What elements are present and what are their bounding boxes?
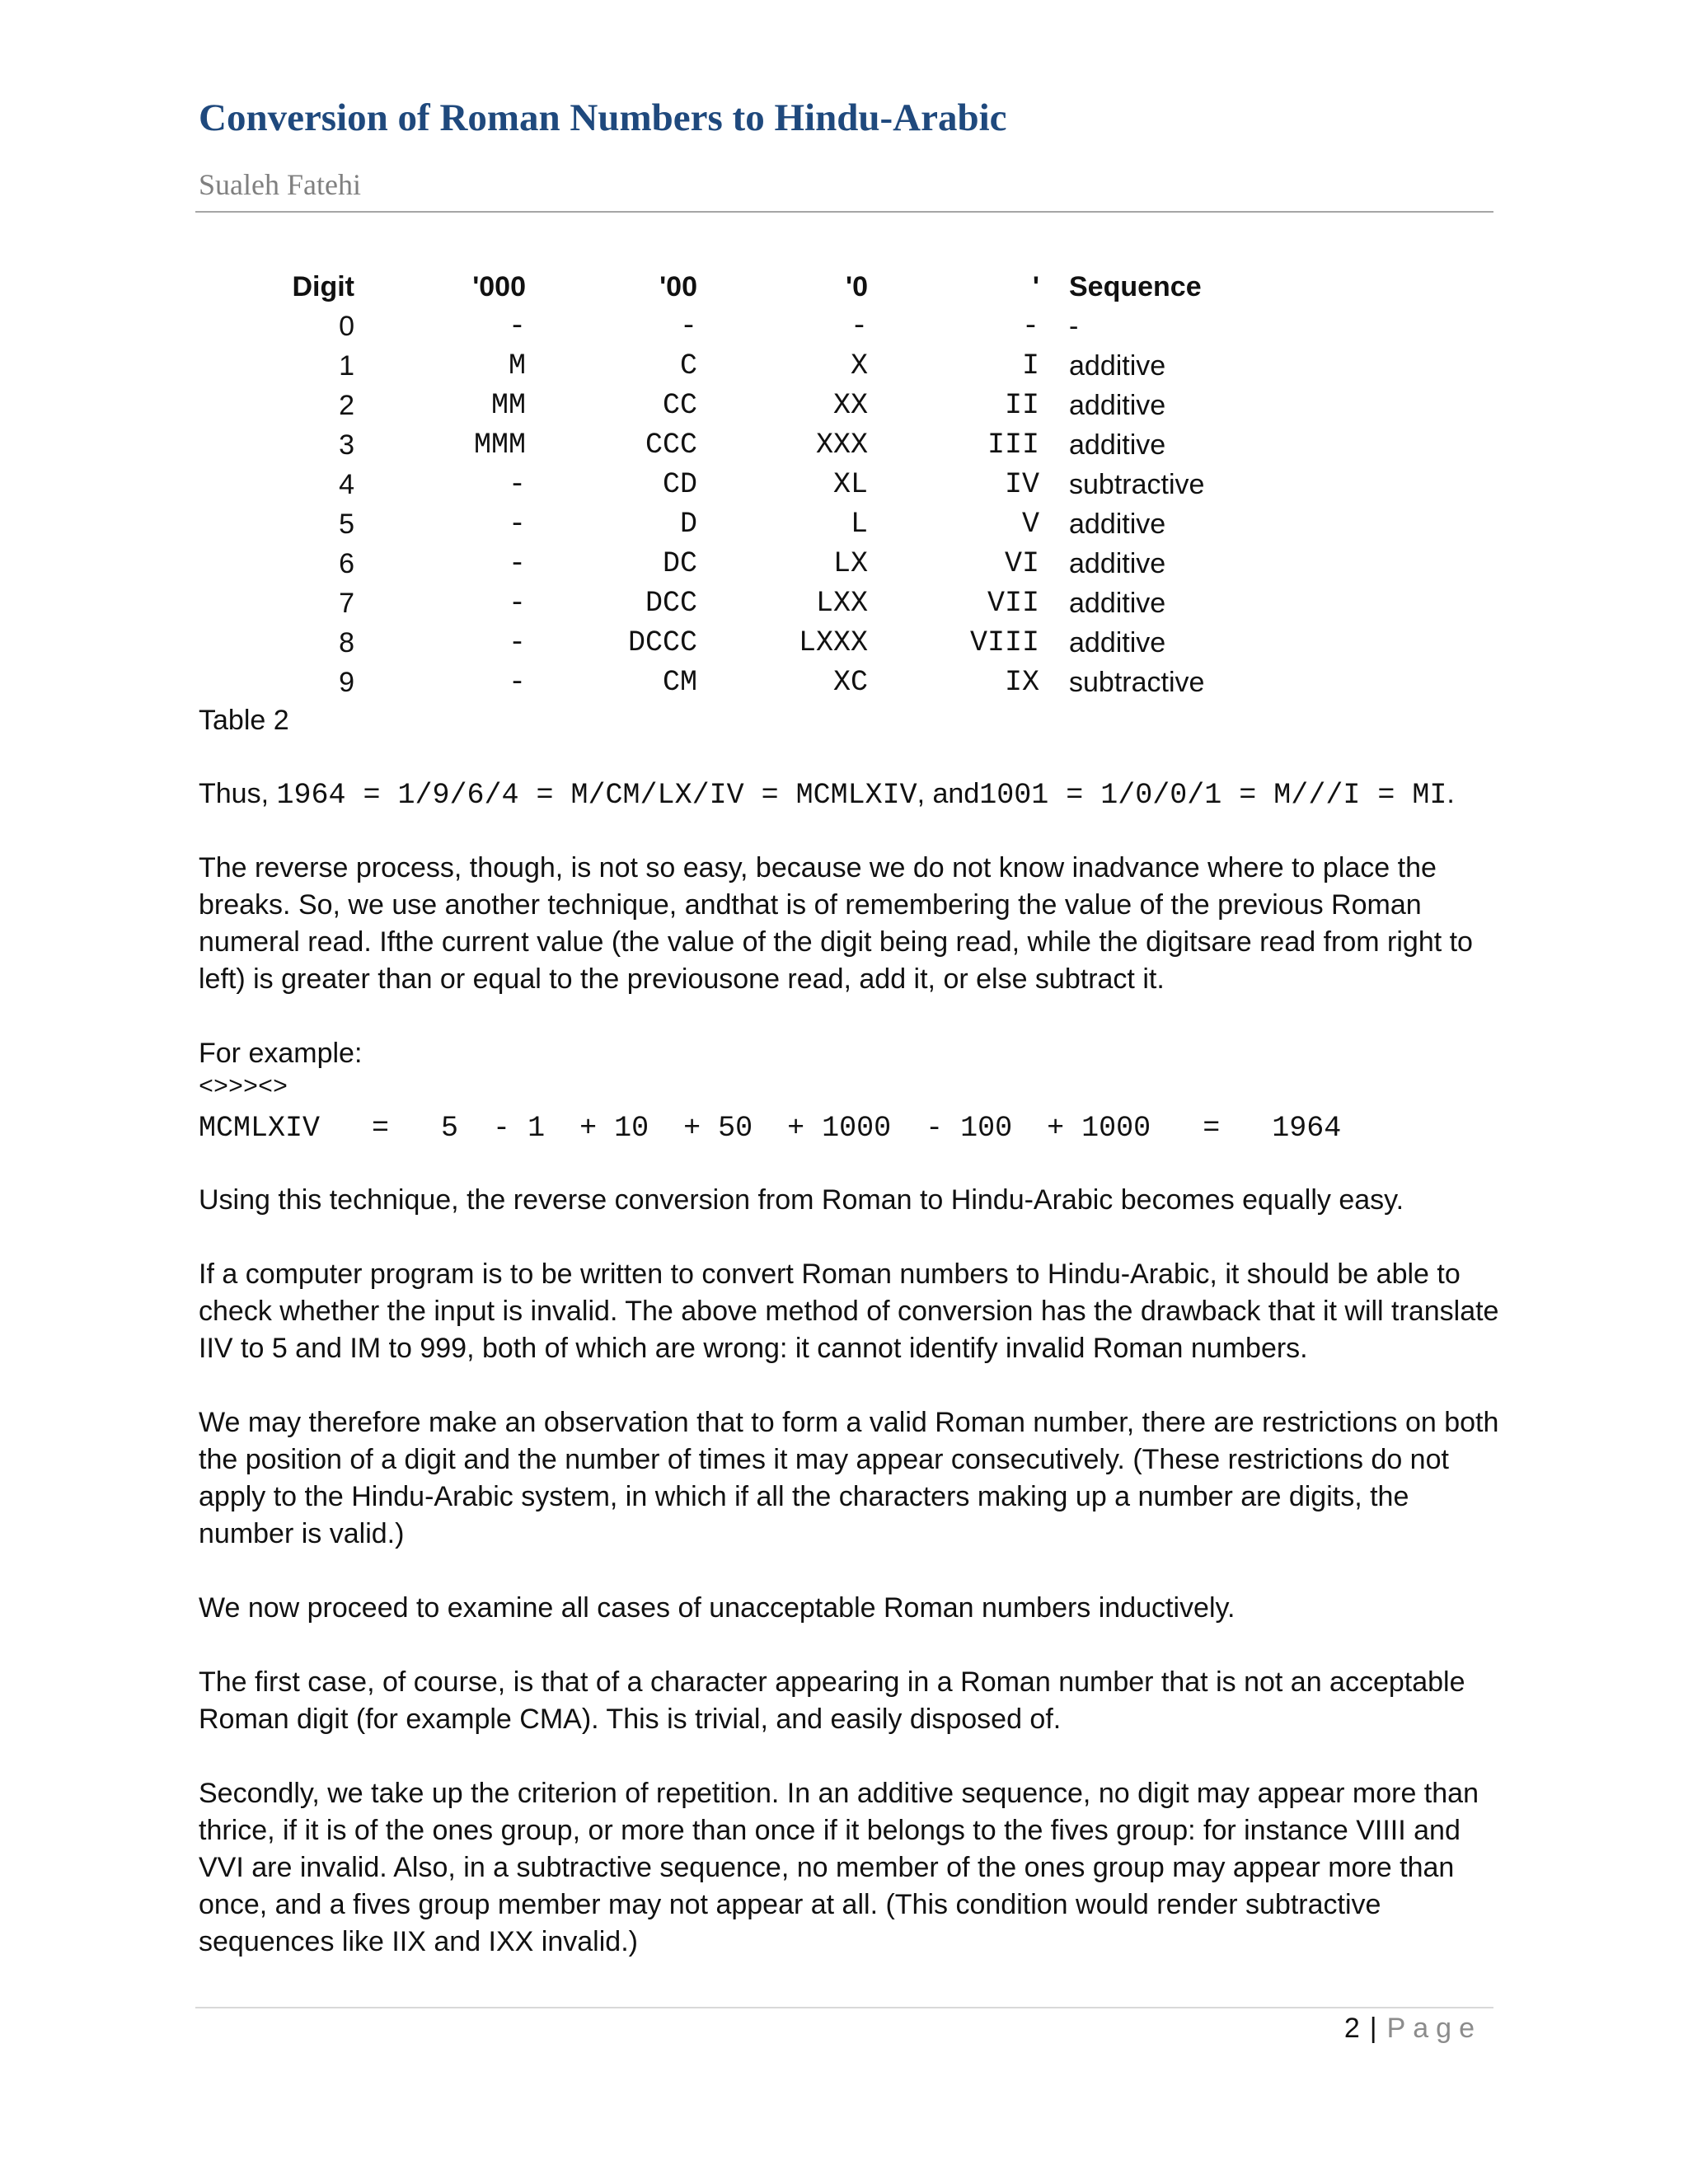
- table-header-digit: Digit: [292, 271, 354, 302]
- page-label: Page: [1386, 2013, 1482, 2044]
- cell-ones: VIII: [969, 626, 1039, 659]
- thus-prefix: Thus,: [199, 778, 277, 809]
- table-header-row: [199, 267, 1270, 307]
- cell-tens: XXX: [815, 429, 868, 462]
- cell-tens: XL: [832, 468, 868, 501]
- cell-digit: 1: [339, 350, 354, 382]
- cell-thousands: -: [508, 468, 526, 501]
- cell-hundreds: CD: [662, 468, 697, 501]
- header-divider: [195, 211, 1493, 213]
- cell-thousands: -: [508, 508, 526, 541]
- cell-hundreds: C: [679, 349, 697, 382]
- page-separator: |: [1369, 2013, 1377, 2044]
- table-header-hundreds: '00: [659, 271, 697, 302]
- cell-thousands: -: [508, 626, 526, 659]
- paragraph-proceed: We now proceed to examine all cases of unacceptable Roman numbers inductively.: [199, 1592, 1236, 1624]
- table-row: [199, 663, 1270, 702]
- table-caption: Table 2: [199, 705, 289, 736]
- thus-suffix: .: [1447, 778, 1455, 809]
- table-row: [199, 346, 1270, 386]
- cell-hundreds: D: [679, 508, 697, 541]
- cell-thousands: -: [508, 547, 526, 580]
- table-header-thousands: '000: [472, 271, 526, 302]
- table-row: [199, 504, 1270, 544]
- cell-sequence: additive: [1069, 429, 1166, 461]
- cell-tens: LXX: [815, 587, 868, 620]
- cell-digit: 2: [339, 390, 354, 421]
- cell-hundreds: CM: [662, 666, 697, 699]
- footer-divider: [195, 2007, 1493, 2008]
- paragraph-observation: We may therefore make an observation that to form a valid Roman number, there are restrictions on both the position of a digit and the number of times it may appear consecutively. (These restrictions do not apply to the Hindu-Arabic system, in which if all the characters making up a number are digits, the number is valid.): [199, 1407, 1499, 1549]
- paragraph-secondly: Secondly, we take up the criterion of repetition. In an additive sequence, no digit may appear more than thrice, if it is of the ones group, or more than once if it belongs to the fives group: for instance VIIII and VVI are invalid. Also, in a subtractive sequence, no member of the ones group may appear more than once, and a fives group member may not appear at all. (This condition would render subtractive sequences like IIX and IXX invalid.): [199, 1778, 1479, 1957]
- cell-ones: VII: [987, 587, 1039, 620]
- cell-ones: V: [1021, 508, 1039, 541]
- cell-ones: II: [1004, 389, 1039, 422]
- cell-thousands: -: [508, 310, 526, 343]
- thus-middle: , and: [917, 778, 980, 809]
- cell-ones: IX: [1004, 666, 1039, 699]
- thus-expression-1964: 1964 = 1/9/6/4 = M/CM/LX/IV = MCMLXIV: [276, 779, 917, 812]
- cell-tens: X: [850, 349, 868, 382]
- cell-thousands: MM: [490, 389, 526, 422]
- table-row: [199, 623, 1270, 663]
- cell-tens: LX: [832, 547, 868, 580]
- table-row: [199, 583, 1270, 623]
- table-row: [199, 307, 1270, 346]
- table-row: [199, 465, 1270, 504]
- document-author: Sualeh Fatehi: [199, 168, 361, 201]
- cell-hundreds: -: [679, 310, 697, 343]
- cell-digit: 5: [339, 509, 354, 540]
- table-header-sequence: Sequence: [1069, 271, 1202, 302]
- table-header-tens: '0: [846, 271, 868, 302]
- cell-thousands: MMM: [473, 429, 526, 462]
- cell-sequence: subtractive: [1069, 667, 1205, 698]
- table-header-ones: ': [1032, 271, 1039, 302]
- cell-hundreds: DC: [662, 547, 697, 580]
- example-equation: MCMLXIV = 5 - 1 + 10 + 50 + 1000 - 100 + 1000 = 1964: [199, 1112, 1342, 1145]
- paragraph-first-case: The first case, of course, is that of a character appearing in a Roman number that is not an acceptable Roman digit (for example CMA). This is trivial, and easily disposed of.: [199, 1666, 1465, 1735]
- cell-sequence: additive: [1069, 509, 1166, 540]
- paragraph-for-example: For example:: [199, 1038, 363, 1069]
- cell-sequence: additive: [1069, 390, 1166, 421]
- cell-thousands: -: [508, 666, 526, 699]
- cell-thousands: M: [508, 349, 526, 382]
- cell-tens: -: [850, 310, 868, 343]
- comparison-arrows: <>>><>: [199, 1074, 288, 1102]
- cell-ones: I: [1021, 349, 1039, 382]
- cell-tens: LXXX: [798, 626, 868, 659]
- cell-sequence: subtractive: [1069, 469, 1205, 500]
- table-row: [199, 544, 1270, 583]
- roman-numeral-table: [199, 267, 1270, 712]
- cell-digit: 3: [339, 429, 354, 461]
- table-row: [199, 386, 1270, 425]
- cell-tens: XC: [832, 666, 868, 699]
- cell-tens: L: [850, 508, 868, 541]
- thus-example-line: [199, 776, 1501, 814]
- cell-ones: IV: [1004, 468, 1039, 501]
- cell-sequence: additive: [1069, 588, 1166, 619]
- cell-tens: XX: [832, 389, 868, 422]
- document-title: Conversion of Roman Numbers to Hindu-Arabic: [199, 96, 1007, 139]
- cell-ones: III: [987, 429, 1039, 462]
- cell-hundreds: DCCC: [627, 626, 697, 659]
- cell-hundreds: CC: [662, 389, 697, 422]
- page-footer: [1344, 2013, 1482, 2045]
- cell-digit: 9: [339, 667, 354, 698]
- cell-digit: 6: [339, 548, 354, 579]
- cell-digit: 7: [339, 588, 354, 619]
- cell-sequence: additive: [1069, 548, 1166, 579]
- cell-sequence: additive: [1069, 350, 1166, 382]
- cell-ones: -: [1021, 310, 1039, 343]
- cell-sequence: -: [1069, 311, 1079, 342]
- cell-hundreds: CCC: [645, 429, 697, 462]
- paragraph-technique: Using this technique, the reverse conversion from Roman to Hindu-Arabic becomes equally easy.: [199, 1184, 1404, 1216]
- thus-expression-1001: 1001 = 1/0/0/1 = M///I = MI: [979, 779, 1447, 812]
- cell-ones: VI: [1004, 547, 1039, 580]
- cell-hundreds: DCC: [645, 587, 697, 620]
- page-number: 2: [1343, 2013, 1360, 2044]
- cell-thousands: -: [508, 587, 526, 620]
- cell-digit: 0: [339, 311, 354, 342]
- cell-sequence: additive: [1069, 627, 1166, 658]
- paragraph-reverse-process: The reverse process, though, is not so easy, because we do not know inadvance where to place the breaks. So, we use another technique, andthat is of remembering the value of the previous Roman numeral read. Ifthe current value (the value of the digit being read, while the digitsare read from right to left) is greater than or equal to the previousone read, add it, or else subtract it.: [199, 852, 1473, 995]
- table-row: [199, 425, 1270, 465]
- cell-digit: 8: [339, 627, 354, 658]
- cell-digit: 4: [339, 469, 354, 500]
- paragraph-computer-program: If a computer program is to be written to convert Roman numbers to Hindu-Arabic, it should be able to check whether the input is invalid. The above method of conversion has the drawback that it will translate IIV to 5 and IM to 999, both of which are wrong: it cannot identify invalid Roman numbers.: [199, 1258, 1499, 1364]
